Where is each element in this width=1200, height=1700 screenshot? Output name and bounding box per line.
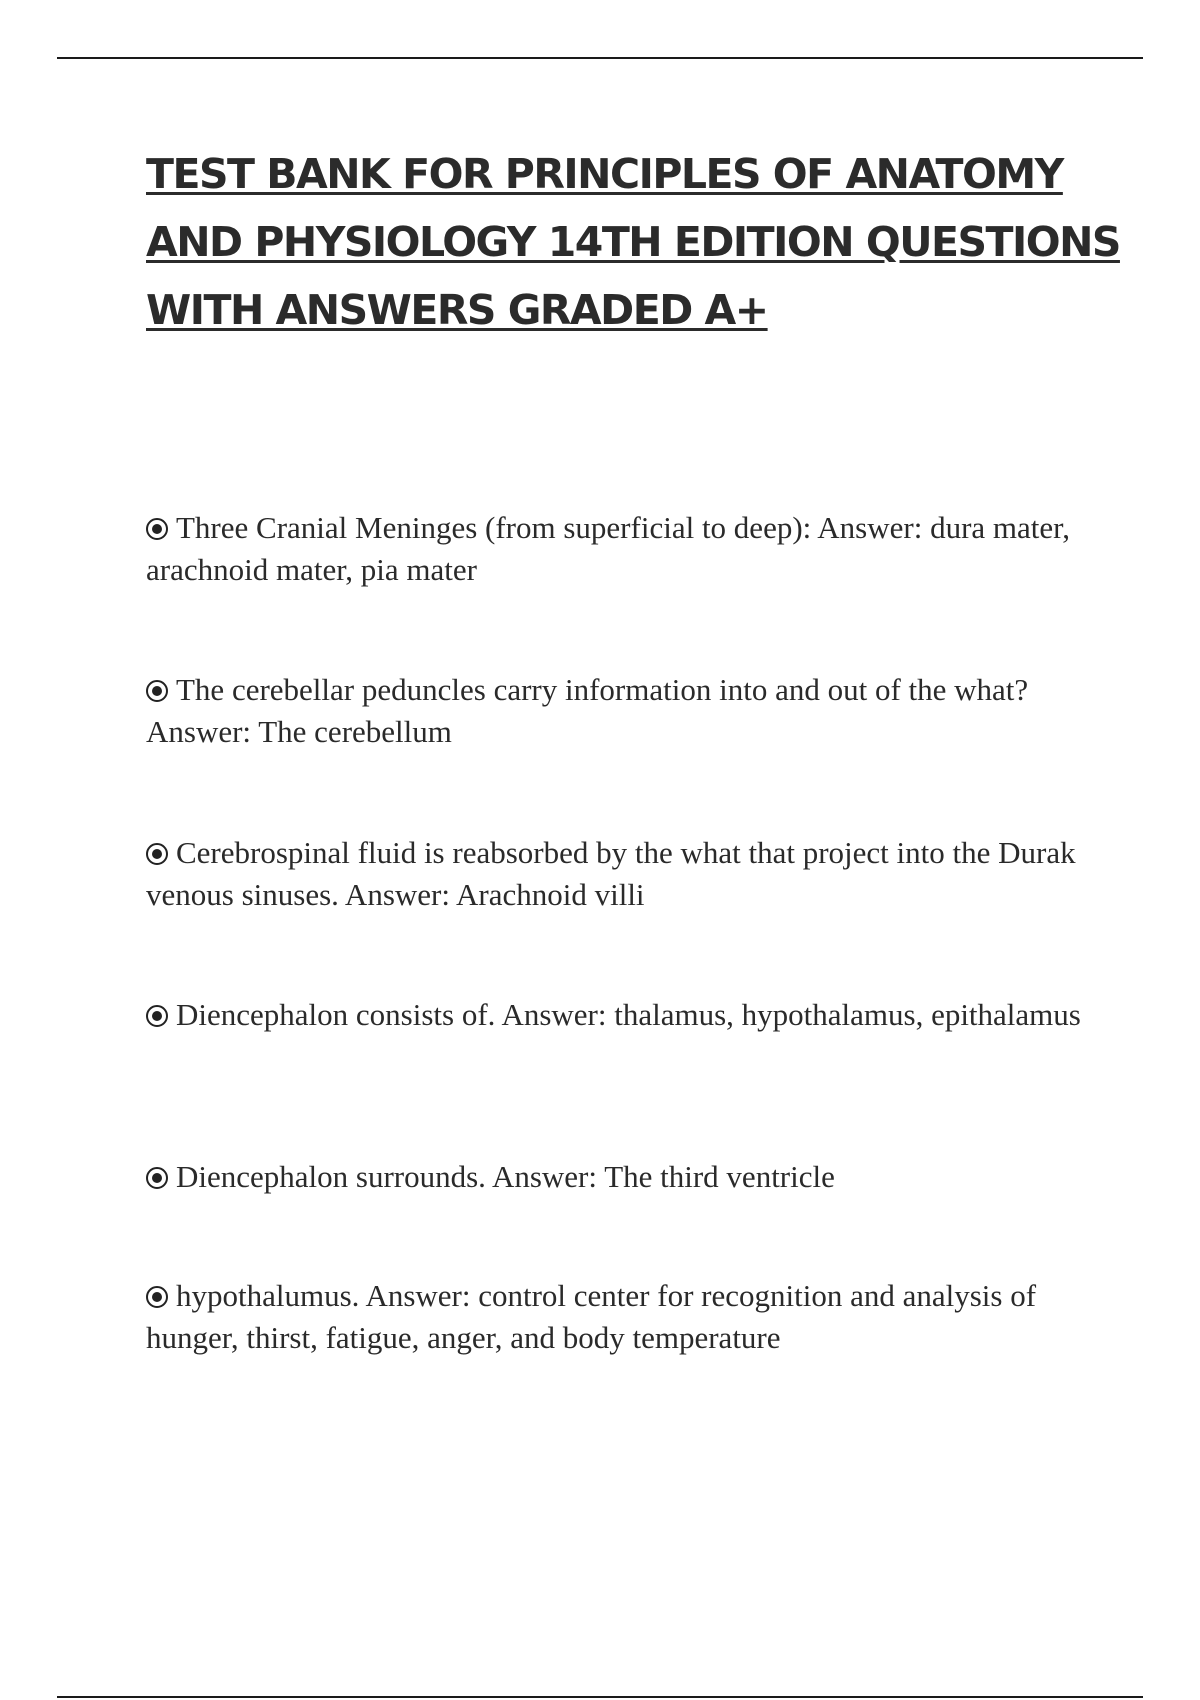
qa-item-text: Diencephalon consists of. Answer: thalamus, hypothalamus, epithalamus: [176, 997, 1081, 1032]
radio-bullet-icon: [146, 1005, 168, 1027]
qa-item: [146, 669, 1106, 753]
radio-bullet-icon: [146, 1167, 168, 1189]
qa-item: [146, 832, 1106, 916]
document-title: [146, 140, 1120, 344]
qa-item-text: Three Cranial Meninges (from superficial to deep): Answer: dura mater, arachnoid mater, pia mater: [146, 510, 1070, 587]
bottom-rule: [57, 1696, 1143, 1698]
title-line: WITH ANSWERS GRADED A+: [146, 286, 768, 334]
qa-item: [146, 994, 1106, 1036]
qa-item: [146, 1275, 1106, 1359]
qa-item: [146, 507, 1106, 591]
title-line: AND PHYSIOLOGY 14TH EDITION QUESTIONS: [146, 218, 1120, 266]
qa-item-text: hypothalumus. Answer: control center for recognition and analysis of hunger, thirst, fatigue, anger, and body temperature: [146, 1278, 1037, 1355]
qa-item-text: Diencephalon surrounds. Answer: The third ventricle: [176, 1159, 835, 1194]
radio-bullet-icon: [146, 680, 168, 702]
qa-item-text: Cerebrospinal fluid is reabsorbed by the what that project into the Durak venous sinuses. Answer: Arachnoid villi: [146, 835, 1076, 912]
radio-bullet-icon: [146, 518, 168, 540]
radio-bullet-icon: [146, 843, 168, 865]
title-line: TEST BANK FOR PRINCIPLES OF ANATOMY: [146, 150, 1063, 198]
qa-item: [146, 1156, 1106, 1198]
qa-item-text: The cerebellar peduncles carry information into and out of the what? Answer: The cerebellum: [146, 672, 1029, 749]
radio-bullet-icon: [146, 1286, 168, 1308]
top-rule: [57, 57, 1143, 59]
